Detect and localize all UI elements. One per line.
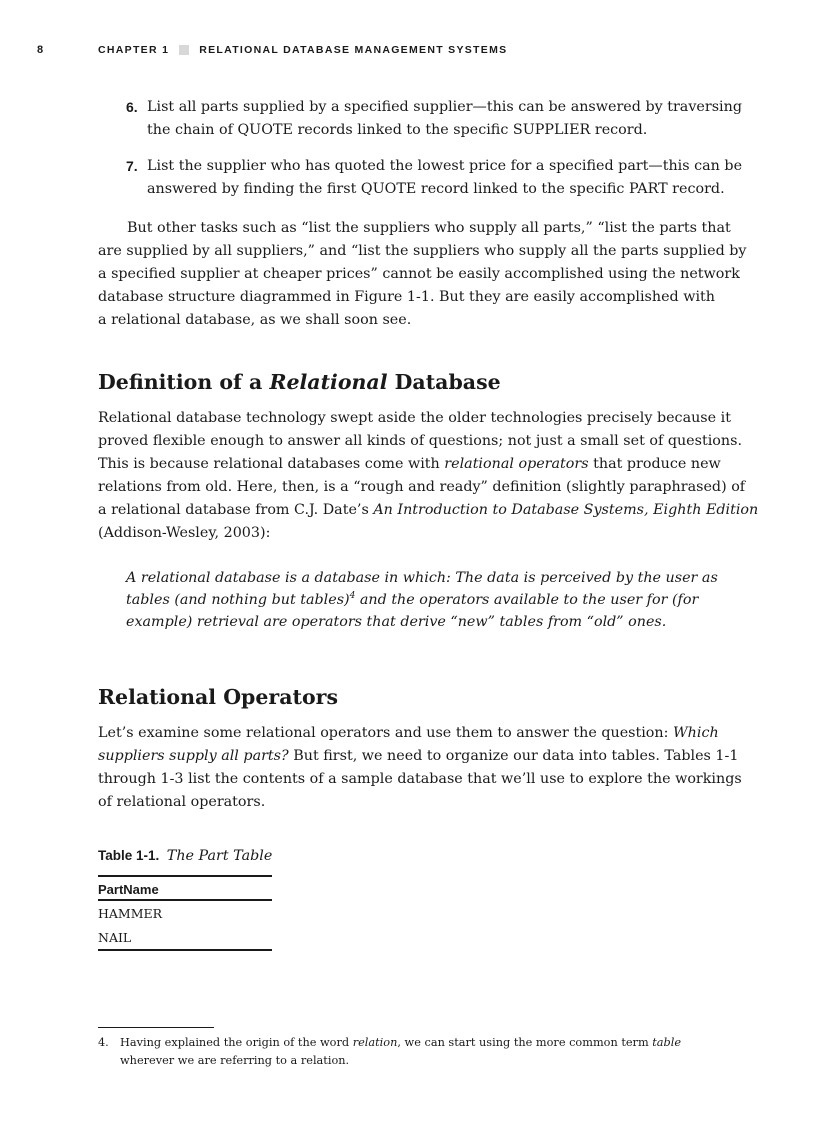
definition-quote [126, 567, 726, 633]
paragraph-line: through 1-3 list the contents of a sample database that we’ll use to explore the workings [98, 771, 742, 787]
list-item-line: List the supplier who has quoted the lowest price for a specified part—this can be [147, 158, 743, 174]
table-title: The Part Table [166, 848, 273, 864]
list-item [126, 155, 743, 201]
list-item [126, 96, 742, 142]
footnote-line: wherever we are referring to a relation. [120, 1054, 350, 1067]
footnote-rule [98, 1027, 214, 1028]
heading-emphasis: Relational [269, 370, 388, 394]
emphasis-text: Which [672, 725, 719, 741]
footnote-text [98, 1034, 718, 1070]
list-item-line: answered by finding the first QUOTE record linked to the specific PART record. [147, 181, 725, 197]
heading-text: Database [387, 370, 501, 394]
text-run: a relational database from C.J. Date’s [98, 502, 374, 518]
page-number: 8 [37, 44, 44, 56]
emphasis-text: table [652, 1036, 682, 1049]
footnote [98, 1034, 718, 1070]
footnote-marker[interactable]: 4 [349, 591, 356, 602]
running-header [98, 44, 507, 56]
table-cell: HAMMER [98, 906, 163, 921]
book-title: An Introduction to Database Systems, Eighth Edition [373, 502, 759, 518]
section-heading-operators: Relational Operators [98, 685, 338, 709]
quote-line: example) retrieval are operators that derive “new” tables from “old” ones. [126, 614, 667, 630]
paragraph-line: proved flexible enough to answer all kinds of questions; not just a small set of questions. [98, 433, 742, 449]
intro-paragraph [98, 217, 747, 332]
paragraph-line: (Addison-Wesley, 2003): [98, 525, 271, 541]
paragraph-line: are supplied by all suppliers,” and “list the suppliers who supply all the parts supplied by [98, 243, 747, 259]
quote-line [126, 589, 726, 611]
footnote-line [120, 1034, 718, 1052]
header-separator-square [179, 45, 189, 55]
paragraph-line: Relational database technology swept aside the older technologies precisely because it [98, 410, 731, 426]
paragraph-line: a relational database, as we shall soon see. [98, 312, 412, 328]
list-item-line: the chain of QUOTE records linked to the specific SUPPLIER record. [147, 122, 648, 138]
emphasis-text: suppliers supply all parts? [98, 748, 289, 764]
paragraph-line [98, 499, 759, 522]
part-table [98, 875, 272, 951]
paragraph-line [98, 745, 739, 768]
text-run: But first, we need to organize our data into tables. Tables 1-1 [288, 748, 739, 764]
list-item-number: 6. [126, 99, 138, 115]
text-run: Having explained the origin of the word [120, 1036, 353, 1049]
text-run: , we can start using the more common term [397, 1036, 653, 1049]
section-heading-definition [98, 369, 501, 395]
text-run: This is because relational databases come with [98, 456, 445, 472]
table-header-row [98, 876, 272, 900]
table-cell: NAIL [98, 925, 272, 950]
paragraph-line: a specified supplier at cheaper prices” cannot be easily accomplished using the network [98, 266, 740, 282]
column-header-partname: PartName [98, 876, 272, 900]
table-label: Table 1-1. [98, 848, 160, 863]
paragraph-line: relations from old. Here, then, is a “rough and ready” definition (slightly paraphrased) of [98, 479, 746, 495]
text-run: and the operators available to the user for (for [355, 592, 699, 608]
table-caption [98, 848, 272, 865]
paragraph-line: of relational operators. [98, 794, 266, 810]
quote-line: A relational database is a database in which: The data is perceived by the user as [126, 570, 718, 586]
table-row [98, 900, 272, 925]
text-run: tables (and nothing but tables) [126, 592, 350, 608]
paragraph-line: database structure diagrammed in Figure 1-1. But they are easily accomplished with [98, 289, 716, 305]
list-item-text [126, 96, 742, 142]
heading-text: Definition of a [98, 370, 270, 394]
chapter-label: CHAPTER 1 [98, 44, 170, 56]
list-item-text [126, 155, 743, 201]
operators-paragraph [98, 722, 742, 814]
paragraph-line: But other tasks such as “list the suppliers who supply all parts,” “list the parts that [127, 220, 731, 236]
paragraph-line [98, 453, 728, 476]
table-row [98, 925, 272, 950]
chapter-title: RELATIONAL DATABASE MANAGEMENT SYSTEMS [199, 44, 508, 56]
list-item-line: List all parts supplied by a specified supplier—this can be answered by traversing [147, 99, 742, 115]
footnote-number: 4. [98, 1036, 109, 1049]
emphasis-text: relation [352, 1036, 398, 1049]
text-run: Let’s examine some relational operators and use them to answer the question: [98, 725, 673, 741]
text-run: that produce new [588, 456, 721, 472]
emphasis-text: relational operators [444, 456, 589, 472]
list-item-number: 7. [126, 158, 138, 174]
definition-paragraph [98, 407, 759, 545]
paragraph-line [98, 722, 728, 745]
